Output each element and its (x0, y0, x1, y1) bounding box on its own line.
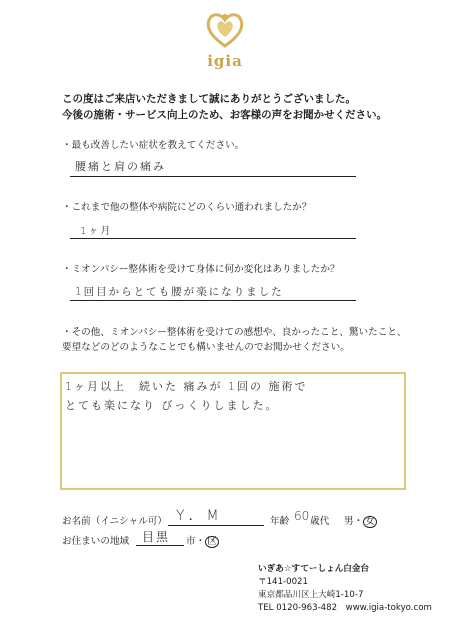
age-value: 60 (294, 509, 310, 523)
address-underline (136, 545, 184, 546)
question-body-change: ・ミオンパシー整体術を受けて身体に何か変化はありましたか？ (62, 264, 340, 275)
answer-body-change: 1回目からとても腰が楽になりました (75, 286, 284, 298)
free-comment-answer-line-2: とても楽になり びっくりしました。 (65, 399, 279, 412)
name-value: Y．M (176, 508, 223, 524)
gender-separator: ・ (353, 516, 364, 527)
intro-line-2: 今後の施術・サービス向上のため、お客様の声をお聞かせください。 (62, 109, 388, 121)
footer-store-name: いぎあ☆すてーしょん白金台 (258, 564, 370, 574)
question-free-comment-line-1: ・その他、ミオンパシー整体術を受けての感想や、良かったこと、驚いたこと、 (62, 327, 407, 338)
heart-crown-icon (203, 6, 247, 50)
answer-line (70, 238, 356, 239)
age-label: 年齢 (270, 516, 290, 527)
answer-line (70, 300, 356, 301)
question-free-comment-line-2: 要望などのどのようなことでも構いませんのでお聞かせください。 (62, 342, 350, 353)
name-underline (168, 525, 264, 526)
gender-female-circled: 女 (365, 516, 375, 527)
footer-contact: TEL 0120-963-482 www.igia-tokyo.com (258, 603, 432, 613)
question-visit-duration: ・これまで他の整体や病院にどのくらい通われましたか？ (62, 202, 312, 213)
answer-symptom: 腰痛と肩の痛み (75, 160, 166, 173)
footer-address: 東京都品川区上大崎1-10-7 (258, 590, 364, 600)
name-label: お名前（イニシャル可） (62, 516, 167, 527)
ward-label-circled: 区 (207, 536, 217, 547)
address-value: 目黒 (142, 530, 171, 544)
question-symptom: ・最も改善したい症状を教えてください。 (62, 140, 245, 151)
address-label: お住まいの地域 (62, 536, 130, 547)
gender-options (344, 513, 377, 528)
intro-line-1: この度はご来店いただきまして誠にありがとうございました。 (62, 93, 356, 105)
address-city-ward: 市・ 区 (186, 536, 217, 547)
footer-postal-code: 〒141-0021 (258, 577, 308, 587)
city-label: 市 (186, 536, 196, 547)
answer-line (70, 176, 356, 177)
brand-logo-text: igia (207, 52, 243, 70)
age-suffix: 歳代 (310, 516, 330, 527)
gender-male: 男 (344, 516, 354, 527)
answer-visit-duration: 1ヶ月 (80, 226, 113, 237)
free-comment-answer-line-1: 1ヶ月以上 続いた 痛みが 1回の 施術で (65, 380, 308, 393)
